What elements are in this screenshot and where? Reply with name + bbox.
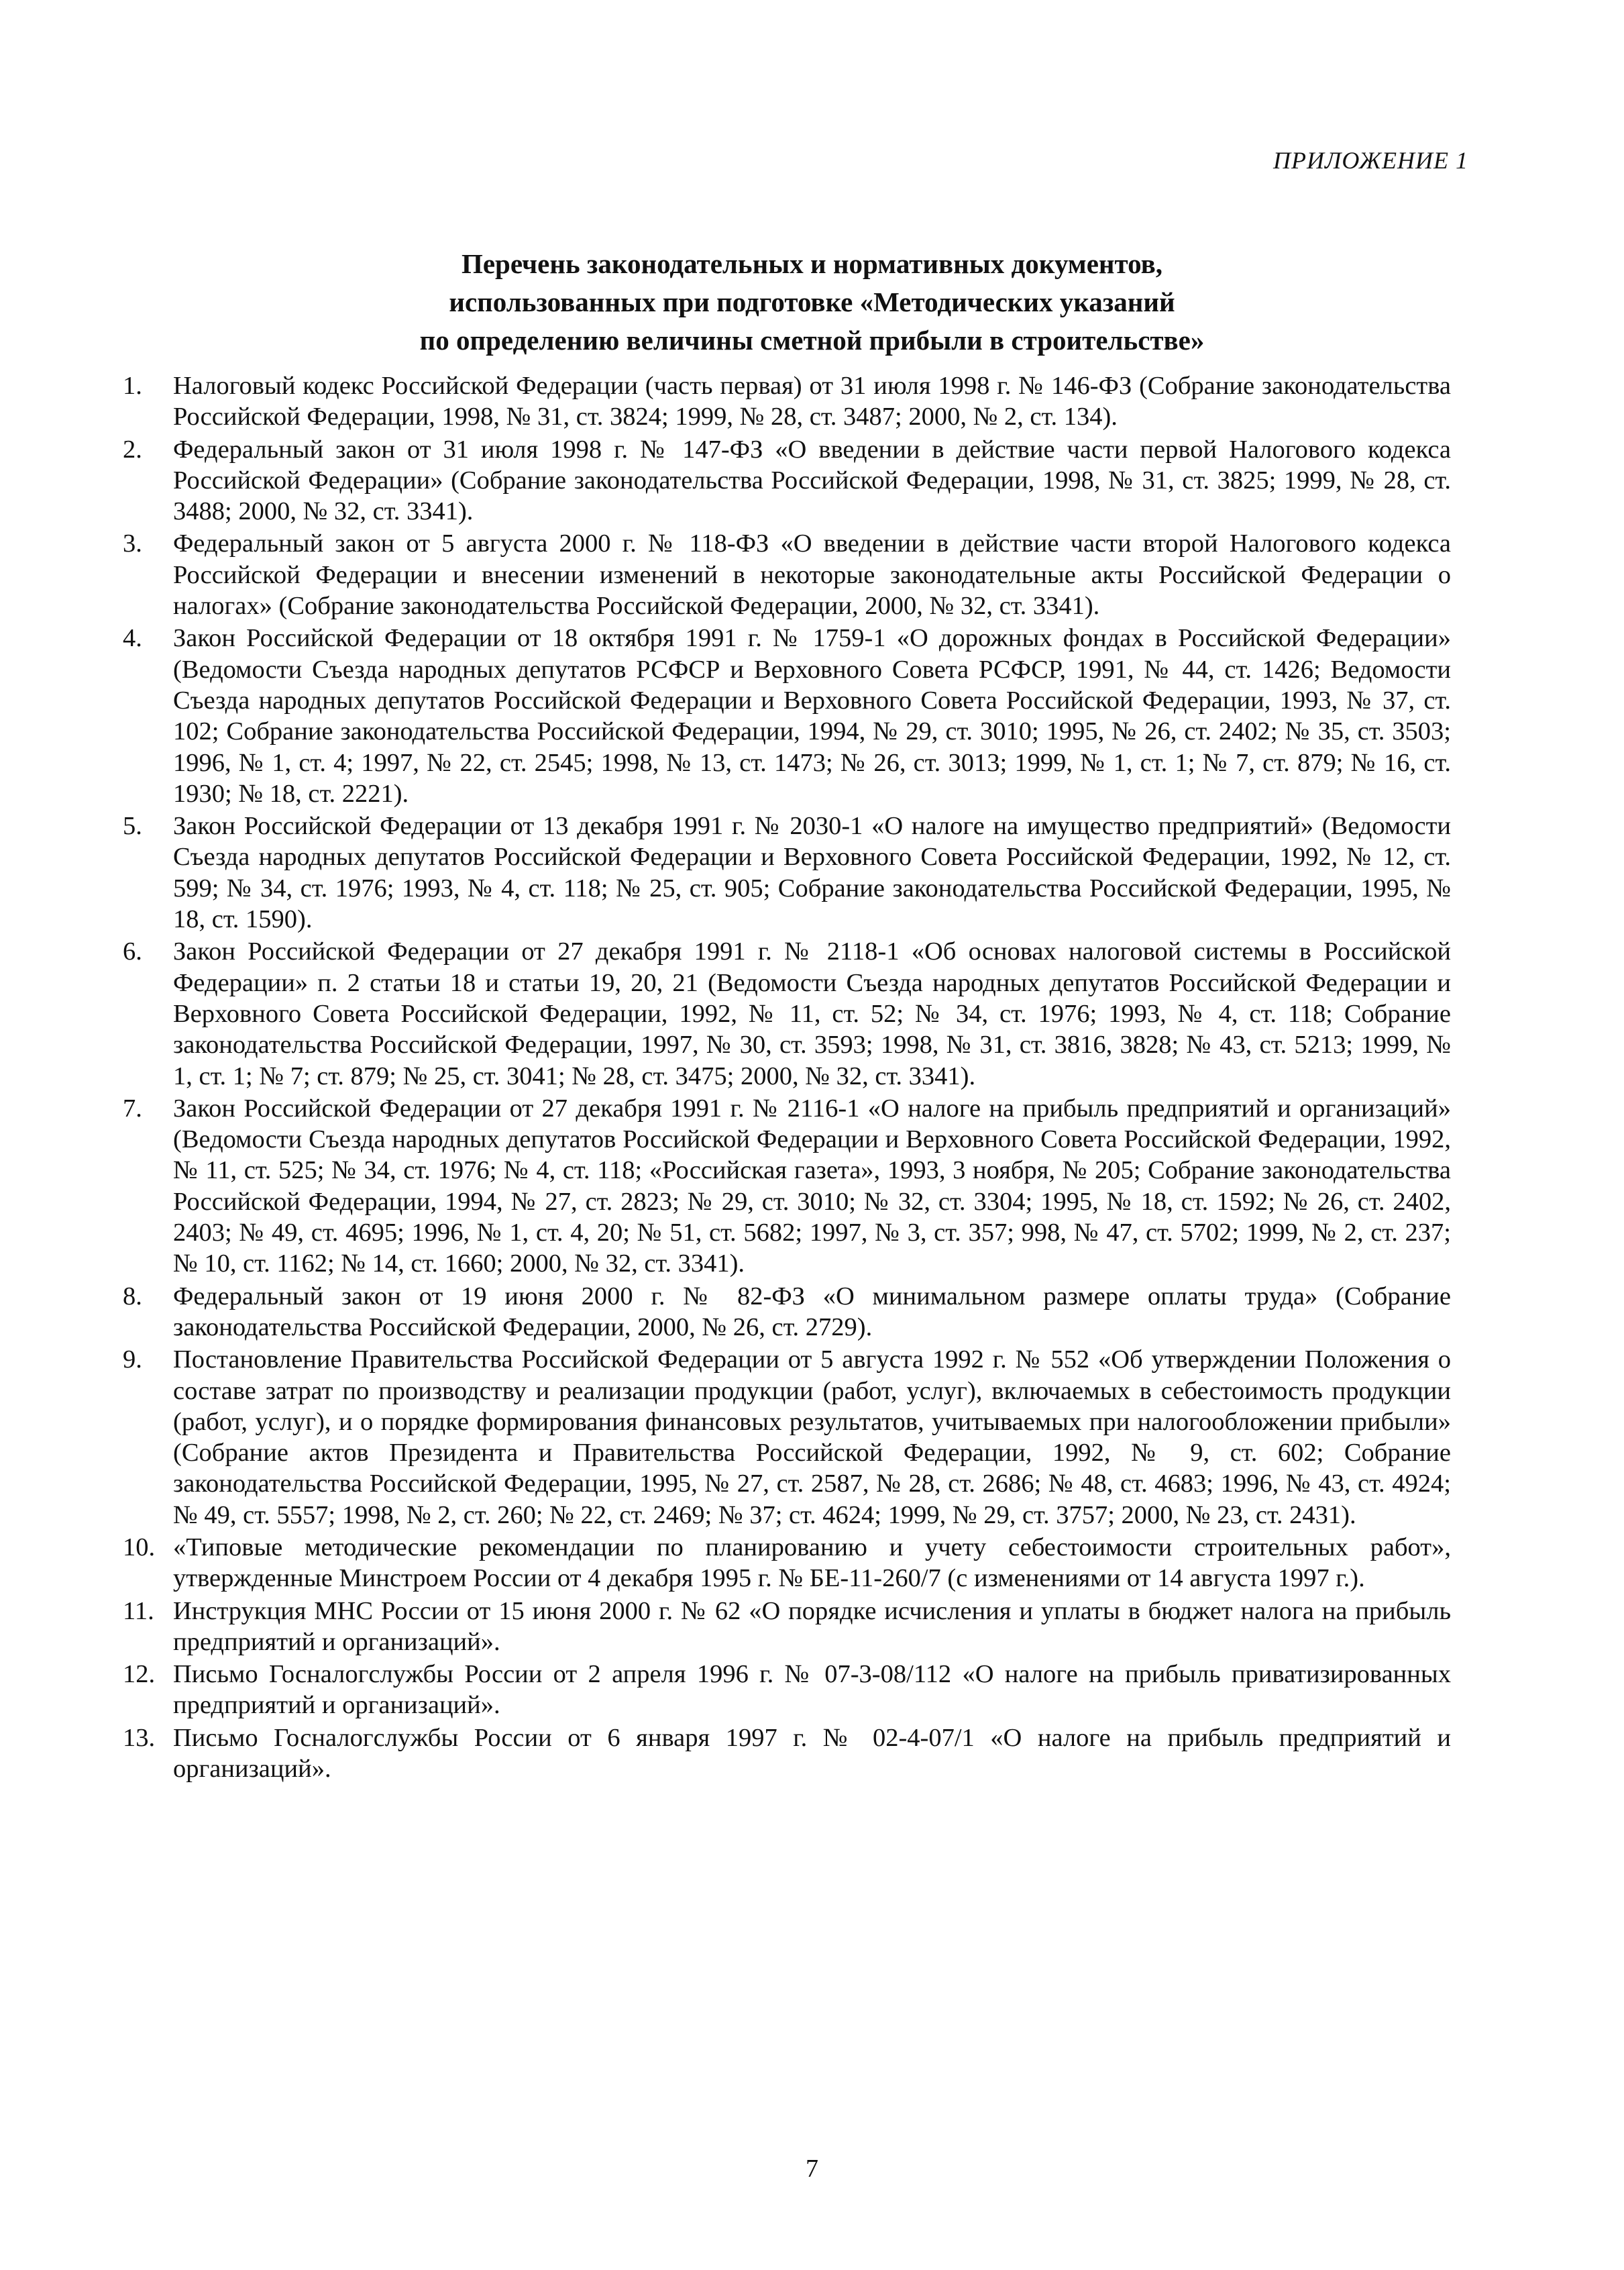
page-number: 7 <box>806 2155 818 2183</box>
item-number: 13. <box>123 1723 156 1752</box>
item-number: 6. <box>123 937 142 966</box>
item-number: 8. <box>123 1282 142 1310</box>
item-text: Письмо Госналогслужбы России от 2 апреля 1996 г. № 07-3-08/112 «О налоге на прибыль приватизированных предприятий и организаций». <box>173 1660 1451 1720</box>
list-item <box>123 811 1451 935</box>
item-number: 11. <box>123 1596 154 1625</box>
item-text: Федеральный закон от 19 июня 2000 г. № 82-ФЗ «О минимальном размере оплаты труда» (Собрание законодательства Российской Федерации, 2000, № 26, ст. 2729). <box>173 1282 1451 1341</box>
item-text: Инструкция МНС России от 15 июня 2000 г. № 62 «О порядке исчисления и уплаты в бюджет налога на прибыль предприятий и организаций». <box>173 1596 1451 1656</box>
list-item <box>123 1281 1451 1343</box>
item-text: Закон Российской Федерации от 13 декабря 1991 г. № 2030-1 «О налоге на имущество предприятий» (Ведомости Съезда народных депутатов Российской Федерации и Верховного Совета Российской Федерации, 1992, № 12, ст. 599; № 34, ст. 1976; 1993, № 4, ст. 118; № 25, ст. 905; Собрание законодательства Российской Федерации, 1995, № 18, ст. 1590). <box>173 812 1451 934</box>
item-text: Закон Российской Федерации от 27 декабря 1991 г. № 2116-1 «О налоге на прибыль предприятий и организаций» (Ведомости Съезда народных депутатов Российской Федерации и Верховного Совета Российской Федерации, 1992, № 11, ст. 525; № 34, ст. 1976; № 4, ст. 118; «Российская газета», 1993, 3 ноября, № 205; Собрание законодательства Российской Федерации, 1994, № 27, ст. 2823; № 29, ст. 3010; № 32, ст. 3304; 1995, № 18, ст. 1592; № 26, ст. 2402, 2403; № 49, ст. 4695; 1996, № 1, ст. 4, 20; № 51, ст. 5682; 1997, № 3, ст. 357; 998, № 47, ст. 5702; 1999, № 2, ст. 237; № 10, ст. 1162; № 14, ст. 1660; 2000, № 32, ст. 3341). <box>173 1094 1451 1278</box>
item-number: 5. <box>123 812 142 841</box>
list-item <box>123 434 1451 527</box>
item-text: Закон Российской Федерации от 27 декабря 1991 г. № 2118-1 «Об основах налоговой системы в Российской Федерации» п. 2 статьи 18 и статьи 19, 20, 21 (Ведомости Съезда народных депутатов Российской Федерации и Верховного Совета Российской Федерации, 1992, № 11, ст. 52; № 34, ст. 1976; 1993, № 4, ст. 118; Собрание законодательства Российской Федерации, 1997, № 30, ст. 3593; 1998, № 31, ст. 3816, 3828; № 43, ст. 5213; 1999, № 1, ст. 1; № 7; ст. 879; № 25, ст. 3041; № 28, ст. 3475; 2000, № 32, ст. 3341). <box>173 937 1451 1090</box>
list-item <box>123 528 1451 621</box>
item-number: 7. <box>123 1094 142 1123</box>
list-item <box>123 1093 1451 1280</box>
list-item <box>123 1596 1451 1658</box>
item-number: 4. <box>123 624 142 653</box>
item-number: 2. <box>123 435 142 464</box>
item-number: 12. <box>123 1660 156 1689</box>
document-list <box>123 370 1451 1786</box>
title-line-3: по определению величины сметной прибыли в строительстве» <box>419 325 1205 356</box>
list-item <box>123 1344 1451 1531</box>
list-item <box>123 370 1451 433</box>
item-number: 9. <box>123 1345 142 1374</box>
item-text: Федеральный закон от 31 июля 1998 г. № 147-ФЗ «О введении в действие части первой Налогового кодекса Российской Федерации» (Собрание законодательства Российской Федерации, 1998, № 31, ст. 3825; 1999, № 28, ст. 3488; 2000, № 32, ст. 3341). <box>173 435 1451 526</box>
list-item <box>123 1722 1451 1785</box>
list-item <box>123 936 1451 1091</box>
item-number: 3. <box>123 529 142 558</box>
list-item <box>123 1532 1451 1594</box>
title-line-2: использованных при подготовке «Методических указаний <box>449 287 1175 317</box>
list-item <box>123 1659 1451 1721</box>
title-line-1: Перечень законодательных и нормативных документов, <box>461 248 1163 279</box>
appendix-label: ПРИЛОЖЕНИЕ 1 <box>1273 147 1468 174</box>
item-text: «Типовые методические рекомендации по планированию и учету себестоимости строительных работ», утвержденные Минстроем России от 4 декабря 1995 г. № БЕ-11-260/7 (с изменениями от 14 августа 1997 г.). <box>173 1533 1451 1593</box>
item-text: Федеральный закон от 5 августа 2000 г. № 118-ФЗ «О введении в действие части второй Налогового кодекса Российской Федерации и внесении изменений в некоторые законодательные акты Российской Федерации о налогах» (Собрание законодательства Российской Федерации, 2000, № 32, ст. 3341). <box>173 529 1451 621</box>
item-text: Налоговый кодекс Российской Федерации (часть первая) от 31 июля 1998 г. № 146-ФЗ (Собрание законодательства Российской Федерации, 1998, № 31, ст. 3824; 1999, № 28, ст. 3487; 2000, № 2, ст. 134). <box>173 372 1451 431</box>
item-text: Постановление Правительства Российской Федерации от 5 августа 1992 г. № 552 «Об утверждении Положения о составе затрат по производству и реализации продукции (работ, услуг), включаемых в себестоимость продукции (работ, услуг), и о порядке формирования финансовых результатов, учитываемых при налогообложении прибыли» (Собрание актов Президента и Правительства Российской Федерации, 1992, № 9, ст. 602; Собрание законодательства Российской Федерации, 1995, № 27, ст. 2587, № 28, ст. 2686; № 48, ст. 4683; 1996, № 43, ст. 4924; № 49, ст. 5557; 1998, № 2, ст. 260; № 22, ст. 2469; № 37; ст. 4624; 1999, № 29, ст. 3757; 2000, № 23, ст. 2431). <box>173 1345 1451 1529</box>
item-number: 1. <box>123 372 142 400</box>
item-text: Письмо Госналогслужбы России от 6 января 1997 г. № 02-4-07/1 «О налоге на прибыль предприятий и организаций». <box>173 1723 1451 1784</box>
item-text: Закон Российской Федерации от 18 октября 1991 г. № 1759-1 «О дорожных фондах в Российской Федерации» (Ведомости Съезда народных депутатов РСФСР и Верховного Совета РСФСР, 1991, № 44, ст. 1426; Ведомости Съезда народных депутатов Российской Федерации и Верховного Совета Российской Федерации, 1993, № 37, ст. 102; Собрание законодательства Российской Федерации, 1994, № 29, ст. 3010; 1995, № 26, ст. 2402; № 35, ст. 3503; 1996, № 1, ст. 4; 1997, № 22, ст. 2545; 1998, № 13, ст. 1473; № 26, ст. 3013; 1999, № 1, ст. 1; № 7, ст. 879; № 16, ст. 1930; № 18, ст. 2221). <box>173 624 1451 808</box>
list-item <box>123 623 1451 809</box>
item-number: 10. <box>123 1533 156 1561</box>
document-title <box>0 245 1624 360</box>
